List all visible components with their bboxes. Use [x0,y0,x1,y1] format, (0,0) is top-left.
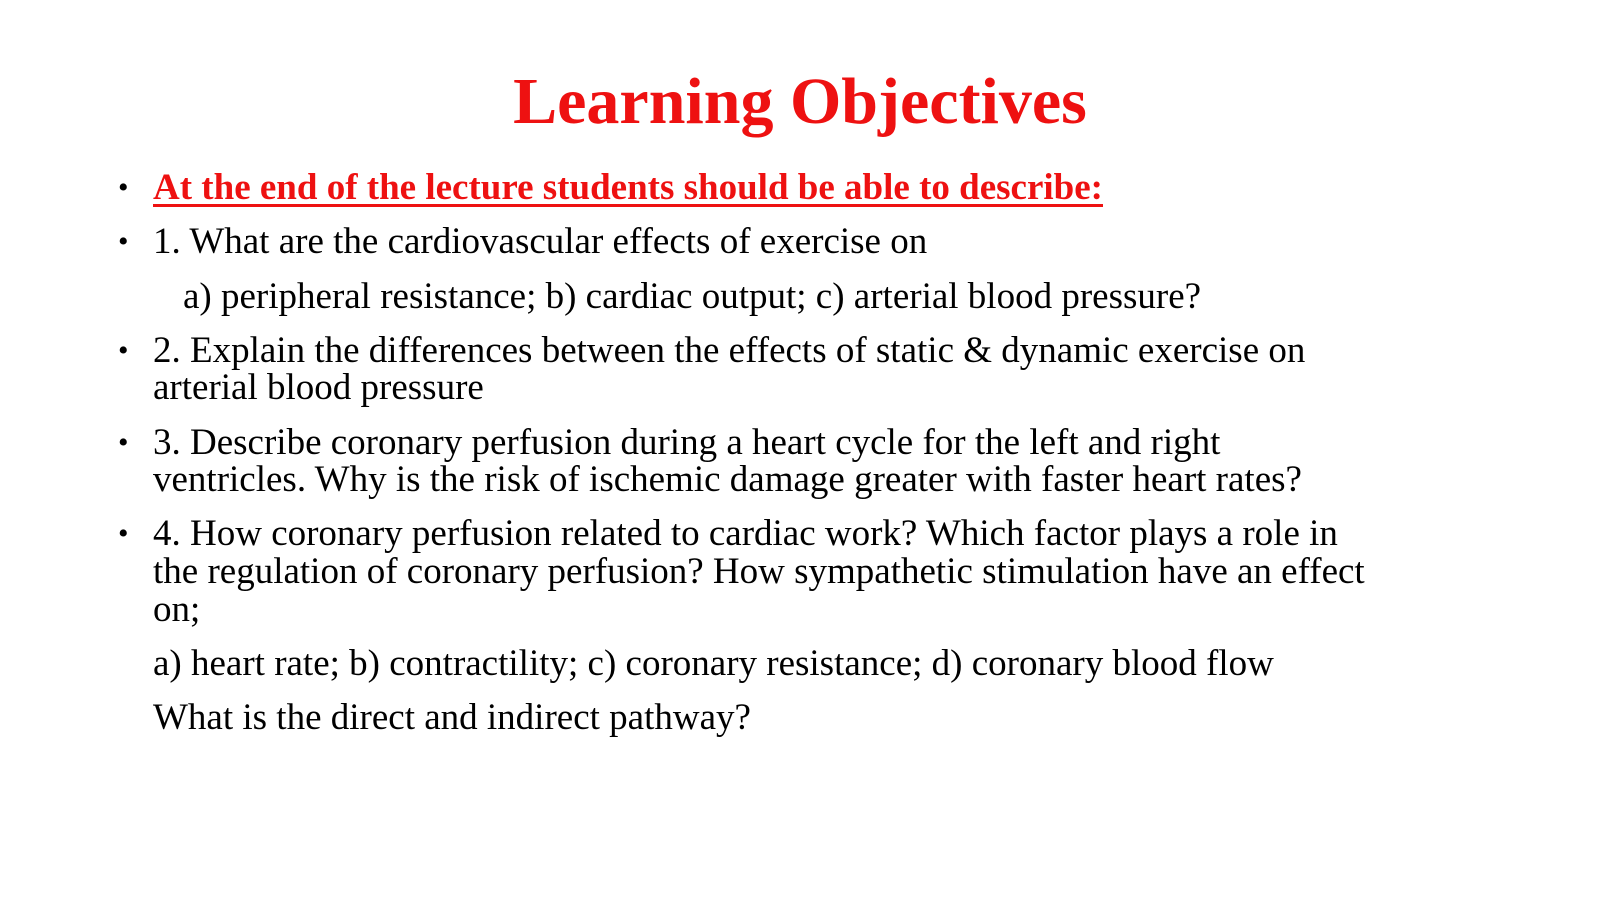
intro-text: At the end of the lecture students should be able to describe: [153,167,1103,208]
objective-2-line-2: arterial blood pressure [153,367,484,408]
objective-4-line-2: the regulation of coronary perfusion? How sympathetic stimulation have an effect [153,551,1365,592]
objective-4-line-3: on; [153,589,201,630]
objective-3-line-1: 3. Describe coronary perfusion during a heart cycle for the left and right [153,422,1221,463]
objective-4-line-1: 4. How coronary perfusion related to cardiac work? Which factor plays a role in [153,513,1338,554]
bullet-icon: • [118,225,129,258]
bullet-icon: • [118,334,129,367]
objective-1-subitems: a) peripheral resistance; b) cardiac output; c) arterial blood pressure? [183,276,1202,317]
objective-4-extra-question: What is the direct and indirect pathway? [153,697,751,738]
bullet-icon: • [118,426,129,459]
objective-4-subitems: a) heart rate; b) contractility; c) coronary resistance; d) coronary blood flow [153,643,1274,684]
objective-3-line-2: ventricles. Why is the risk of ischemic damage greater with faster heart rates? [153,459,1302,500]
objective-1-line-1: 1. What are the cardiovascular effects of exercise on [153,221,928,262]
bullet-icon: • [118,517,129,550]
slide-title: Learning Objectives [513,65,1087,138]
objective-2-line-1: 2. Explain the differences between the effects of static & dynamic exercise on [153,330,1306,371]
bullet-icon: • [118,171,129,204]
